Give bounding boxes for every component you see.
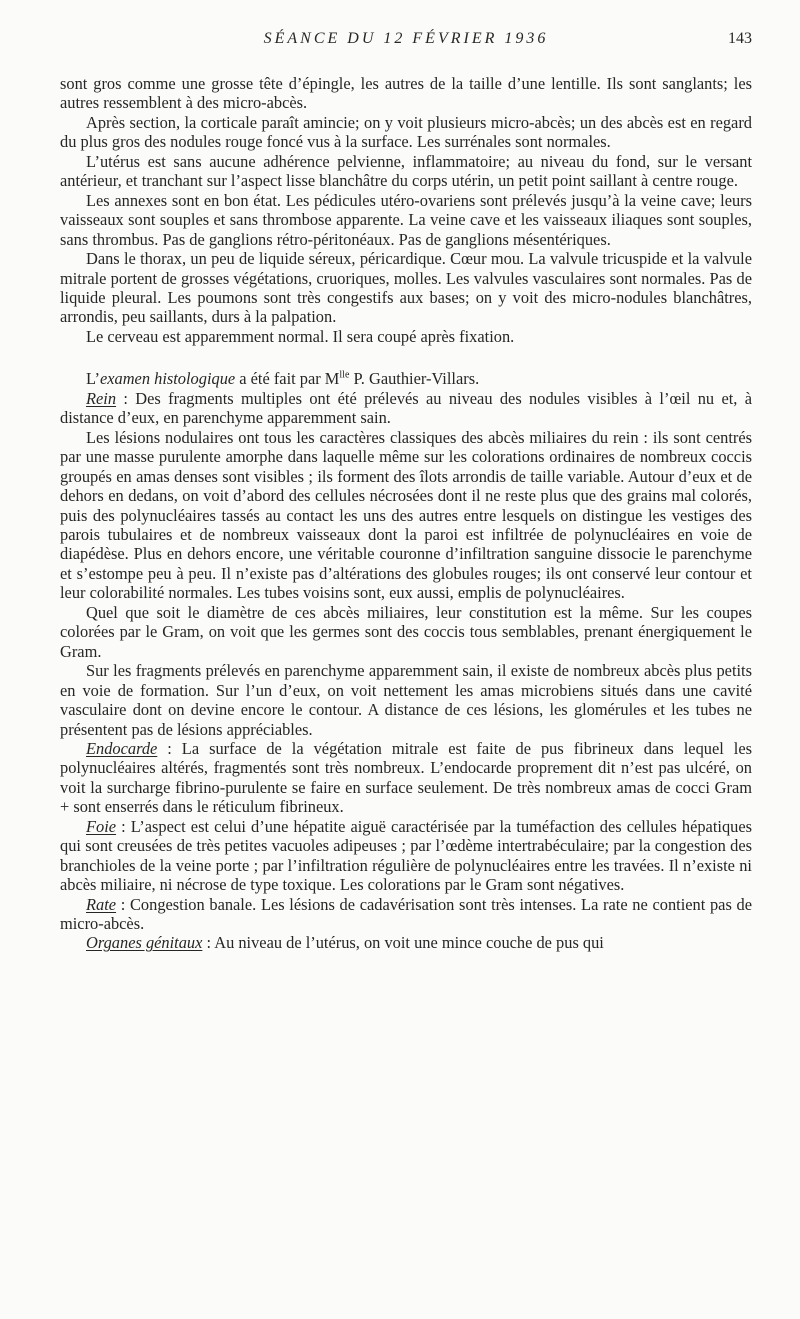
paragraph: Après section, la corticale paraît amincie; on y voit plusieurs micro-abcès; un des abcès est en regard du plus gros des nodules rouge foncé vus à la surface. Les surrénales sont normales. bbox=[60, 112, 752, 152]
section-endocarde bbox=[60, 739, 752, 817]
paragraph: Quel que soit le diamètre de ces abcès miliaires, leur constitution est la même. Sur les coupes colorées par le Gram, on voit que les germes sont des coccis tous semblables, prenant énergiquement le Gram. bbox=[60, 602, 752, 661]
organes-label: Organes génitaux bbox=[86, 933, 203, 953]
foie-label: Foie bbox=[86, 816, 117, 836]
running-title: SÉANCE DU 12 FÉVRIER 1936 bbox=[263, 30, 549, 47]
histology-label: examen histologique bbox=[99, 369, 236, 389]
histology-sup: lle bbox=[339, 369, 350, 381]
histology-middle: a été fait par M bbox=[235, 369, 340, 389]
endocarde-label: Endocarde bbox=[86, 738, 158, 758]
paragraph: L’utérus est sans aucune adhérence pelvienne, inflammatoire; au niveau du fond, sur le versant antérieur, et tranchant sur l’aspect lisse blanchâtre du corps utérin, un petit point saillant à centre rouge. bbox=[60, 151, 752, 191]
page-number: 143 bbox=[728, 30, 752, 47]
organes-text: : Au niveau de l’utérus, on voit une mince couche de pus qui bbox=[202, 933, 604, 953]
rein-text: : Des fragments multiples ont été prélevés au niveau des nodules visibles à l’œil nu et, à distance d’eux, en parenchyme apparemment sain. bbox=[60, 388, 752, 428]
paragraph: Dans le thorax, un peu de liquide séreux, péricardique. Cœur mou. La valvule tricuspide et la valvule mitrale portent de grosses végétations, cruoriques, molles. Les valvules vasculaires sont normales. Pas de liquide pleural. Les poumons sont très congestifs aux bases; on y voit des micro-nodules blanchâtres, arrondis, peu saillants, durs à la palpation. bbox=[60, 249, 752, 327]
section-foie bbox=[60, 817, 752, 895]
paragraph: Sur les fragments prélevés en parenchyme apparemment sain, il existe de nombreux abcès plus petits en voie de formation. Sur l’un d’eux, on voit nettement les amas microbiens situés dans une cavité vasculaire dont on devine encore le contour. A distance de ces lésions, les glomérules et les tubes ne présentent pas de lésions appréciables. bbox=[60, 661, 752, 739]
histology-rest: P. Gauthier-Villars. bbox=[349, 369, 480, 389]
paragraph: Les lésions nodulaires ont tous les caractères classiques des abcès miliaires du rein : ils sont centrés par une masse purulente amorphe dans laquelle même sur les colorations ordinaires de nombreux coccis groupés en amas denses sont visibles ; ils forment des îlots arrondis de taille variable. Autour d’eux et de dehors en dedans, on voit d’abord des cellules nécrosées dont il ne reste plus que des grains mal colorés, puis des polynucléaires tassés au contact les uns des autres entre lesquels on distingue les vestiges des parois tubulaires et de nombreux vaisseaux dont la paroi est infiltrée de polynucléaires en voie de diapédèse. Plus en dehors encore, une véritable couronne d’infiltration sanguine dissocie le parenchyme et s’estompe peu à peu. Il n’existe pas d’altérations des globules rouges; ils ont conservé leur contour et leur colorabilité normales. Les tubes voisins sont, eux aussi, emplis de polynucléaires. bbox=[60, 427, 752, 603]
section-gap bbox=[60, 346, 752, 369]
foie-text: : L’aspect est celui d’une hépatite aiguë caractérisée par la tuméfaction des cellules hépatiques qui sont creusées de très petites vacuoles adipeuses ; par l’œdème intertrabéculaire; par la congestion des branchioles de la veine porte ; par l’infiltration régulière de polynucléaires entre les travées. Il n’existe ni abcès miliaire, ni nécrose de type toxique. Les colorations par le Gram sont négatives. bbox=[60, 816, 752, 895]
paragraph: Les annexes sont en bon état. Les pédicules utéro-ovariens sont prélevés jusqu’à la veine cave; leurs vaisseaux sont souples et sans thrombose apparente. La veine cave et les vaisseaux iliaques sont souples, sans thrombus. Pas de ganglions rétro-péritonéaux. Pas de ganglions mésentériques. bbox=[60, 190, 752, 249]
paragraph: sont gros comme une grosse tête d’épingle, les autres de la taille d’une lentille. Ils sont sanglants; les autres ressemblent à des micro-abcès. bbox=[60, 74, 752, 113]
running-header bbox=[60, 30, 752, 56]
endocarde-text: : La surface de la végétation mitrale est faite de pus fibrineux dans lequel les polynucléaires altérés, fragmentés sont très nombreux. L’endocarde proprement dit n’est pas ulcéré, on voit la surcharge fibrino-purulente se faire en surface seulement. De très nombreux amas de cocci Gram + sont enserrés dans le réticulum fibrineux. bbox=[60, 738, 752, 817]
section-rein bbox=[60, 389, 752, 428]
rate-label: Rate bbox=[86, 894, 117, 914]
section-rate bbox=[60, 895, 752, 934]
histology-prefix: L’ bbox=[86, 369, 100, 389]
rate-text: : Congestion banale. Les lésions de cadavérisation sont très intenses. La rate ne contient pas de micro-abcès. bbox=[60, 894, 752, 934]
section-organes bbox=[60, 933, 752, 952]
article-body bbox=[60, 74, 752, 953]
rein-label: Rein bbox=[86, 388, 117, 408]
histology-intro bbox=[60, 369, 752, 388]
paragraph: Le cerveau est apparemment normal. Il sera coupé après fixation. bbox=[86, 326, 515, 346]
